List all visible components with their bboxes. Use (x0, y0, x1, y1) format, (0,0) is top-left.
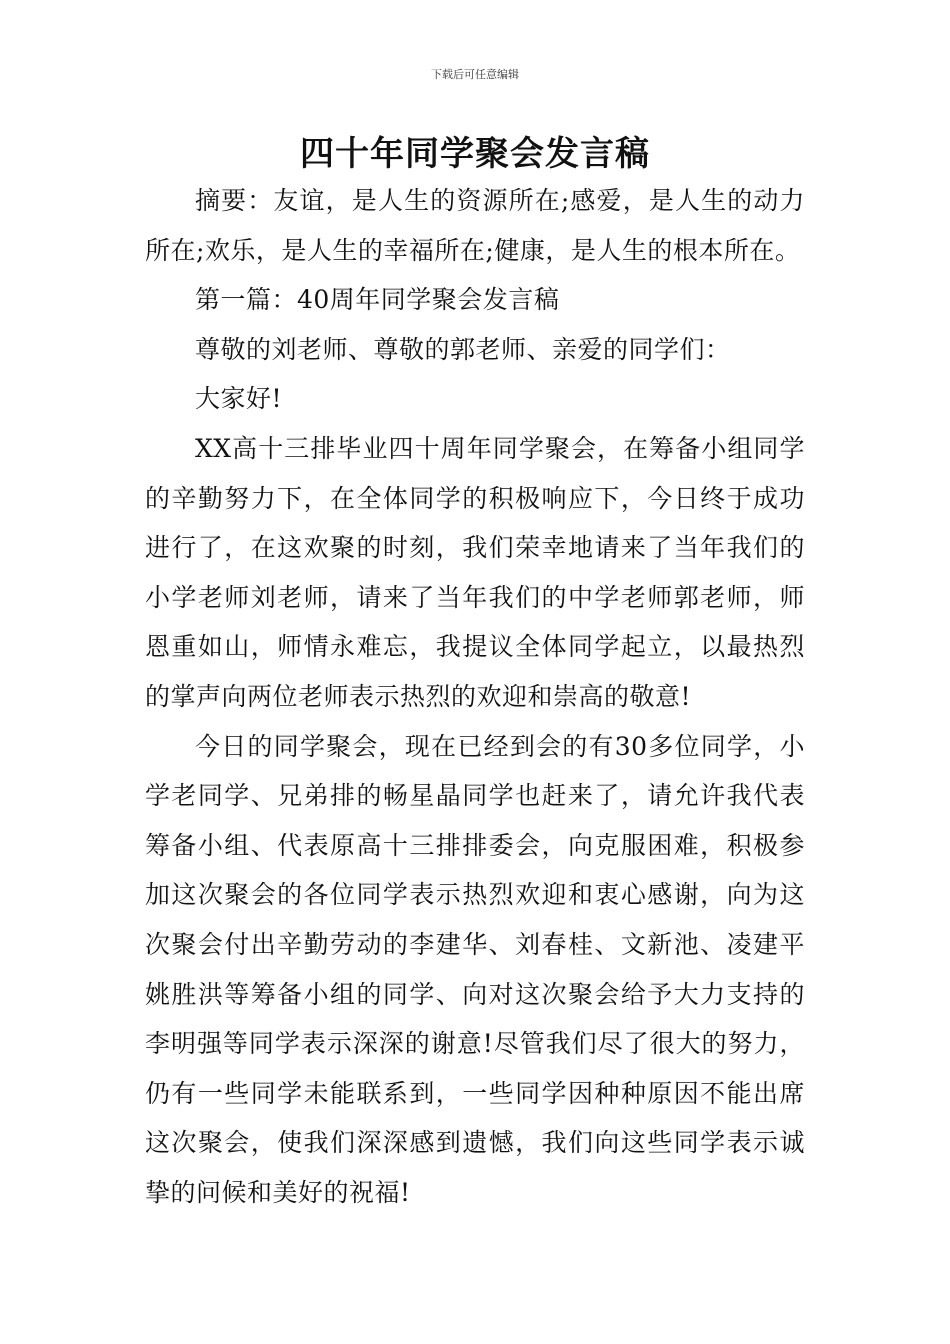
document-title: 四十年同学聚会发言稿 (300, 134, 650, 174)
greeting: 大家好! (195, 384, 283, 414)
header-note: 下载后可任意编辑 (431, 68, 519, 81)
salutation: 尊敬的刘老师、尊敬的郭老师、亲爱的同学们： (195, 334, 731, 364)
document-body (145, 176, 805, 1217)
body-paragraph: XX高十三排毕业四十周年同学聚会，在筹备小组同学的辛勤努力下，在全体同学的积极响应下，今日终于成功进行了，在这欢聚的时刻，我们荣幸地请来了当年我们的小学老师刘老师，请来了当年我们的中学老师郭老师，师恩重如山，师情永难忘，我提议全体同学起立，以最热烈的掌声向两位老师表示热烈的欢迎和崇高的敬意! (145, 433, 805, 711)
body-paragraph: 今日的同学聚会，现在已经到会的有30多位同学，小学老同学、兄弟排的畅星晶同学也赶来了，请允许我代表筹备小组、代表原高十三排排委会，向克服困难，积极参加这次聚会的各位同学表示热烈欢迎和衷心感谢，向为这次聚会付出辛勤劳动的李建华、刘春桂、文新池、凌建平姚胜洪等筹备小组的同学、向对这次聚会给予大力支持的李明强等同学表示深深的谢意!尽管我们尽了很大的努力，仍有一些同学未能联系到，一些同学因种种原因不能出席这次聚会，使我们深深感到遗憾，我们向这些同学表示诚挚的问候和美好的祝福! (145, 731, 805, 1207)
abstract-paragraph: 摘要：友谊，是人生的资源所在;感爱，是人生的动力所在;欢乐，是人生的幸福所在;健康，是人生的根本所在。 (145, 186, 805, 265)
section-heading: 第一篇：40周年同学聚会发言稿 (195, 285, 560, 315)
